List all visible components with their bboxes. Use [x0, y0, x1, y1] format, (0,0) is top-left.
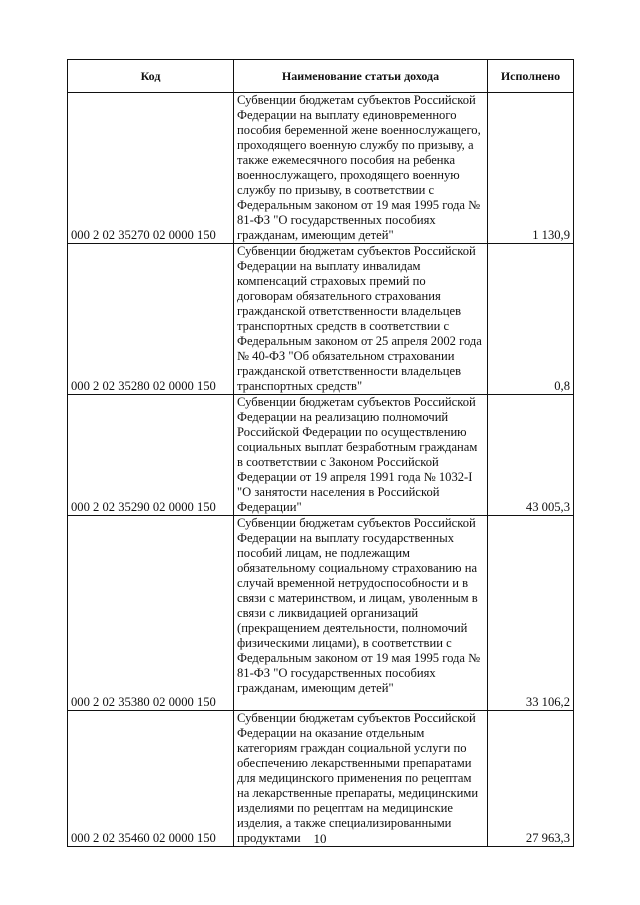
row-name: Субвенции бюджетам субъектов Российской Федерации на выплату единовременного пособия беременной жене военнослужащего, проходящего военную службу по призыву, а также ежемесячного пособия на ребенка военнослужащего, проходящего военную службу по призыву, в соответствии с Федеральным законом от 19 мая 1995 года № 81-ФЗ "О государственных пособиях гражданам, имеющим детей" — [234, 93, 488, 244]
row-code: 000 2 02 35380 02 0000 150 — [68, 516, 234, 711]
table-row — [68, 711, 574, 847]
row-amount: 0,8 — [488, 244, 574, 395]
table-row — [68, 244, 574, 395]
row-amount: 33 106,2 — [488, 516, 574, 711]
row-name: Субвенции бюджетам субъектов Российской Федерации на выплату государственных пособий лицам, не подлежащим обязательному социальному страхованию на случай временной нетрудоспособности и в связи с материнством, и лицам, уволенным в связи с ликвидацией организаций (прекращением деятельности, полномочий физическими лицами), в соответствии с Федеральным законом от 19 мая 1995 года № 81-ФЗ "О государственных пособиях гражданам, имеющим детей" — [234, 516, 488, 711]
header-amount: Исполнено — [488, 60, 574, 93]
row-name: Субвенции бюджетам субъектов Российской Федерации на оказание отдельным категориям граждан социальной услуги по обеспечению лекарственными препаратами для медицинского применения по рецептам на лекарственные препараты, медицинскими изделиями по рецептам на медицинские изделия, а также специализированными продуктами — [234, 711, 488, 847]
row-code: 000 2 02 35290 02 0000 150 — [68, 395, 234, 516]
row-amount: 43 005,3 — [488, 395, 574, 516]
table-row — [68, 93, 574, 244]
row-name: Субвенции бюджетам субъектов Российской Федерации на выплату инвалидам компенсаций страховых премий по договорам обязательного страхования гражданской ответственности владельцев транспортных средств в соответствии с Федеральным законом от 25 апреля 2002 года № 40-ФЗ "Об обязательном страховании гражданской ответственности владельцев транспортных средств" — [234, 244, 488, 395]
row-name: Субвенции бюджетам субъектов Российской Федерации на реализацию полномочий Российской Федерации по осуществлению социальных выплат безработным гражданам в соответствии с Законом Российской Федерации от 19 апреля 1991 года № 1032-I "О занятости населения в Российской Федерации" — [234, 395, 488, 516]
header-name: Наименование статьи дохода — [234, 60, 488, 93]
table-row — [68, 516, 574, 711]
header-code: Код — [68, 60, 234, 93]
row-code: 000 2 02 35270 02 0000 150 — [68, 93, 234, 244]
page-number: 10 — [313, 831, 327, 846]
row-amount: 27 963,3 — [488, 711, 574, 847]
table-header-row — [68, 60, 574, 93]
table-row — [68, 395, 574, 516]
row-code: 000 2 02 35460 02 0000 150 — [68, 711, 234, 847]
row-code: 000 2 02 35280 02 0000 150 — [68, 244, 234, 395]
revenue-table — [67, 59, 574, 847]
row-amount: 1 130,9 — [488, 93, 574, 244]
